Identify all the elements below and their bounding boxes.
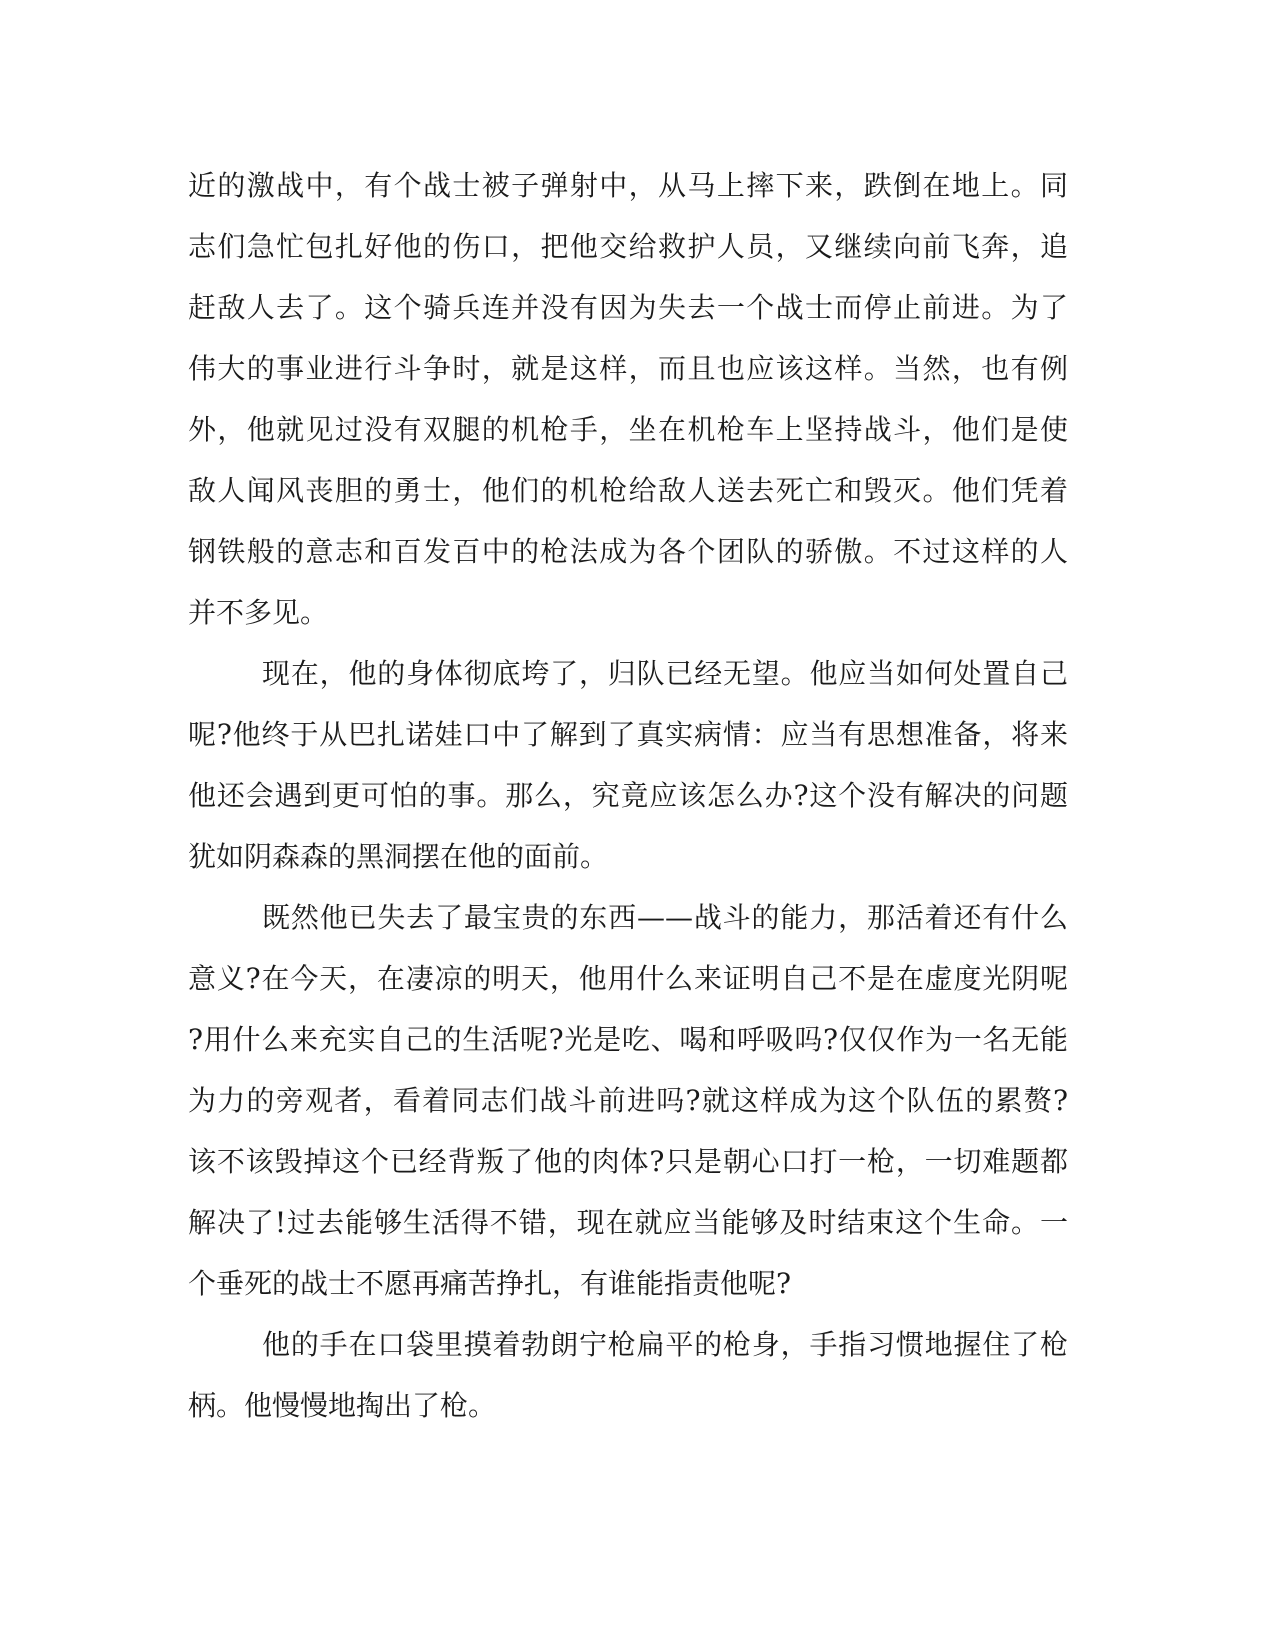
text-line: 赶敌人去了。这个骑兵连并没有因为失去一个战士而停止前进。为了 <box>188 291 1068 324</box>
text-line: 为力的旁观者，看着同志们战斗前进吗?就这样成为这个队伍的累赘? <box>188 1084 1068 1117</box>
text-line: 近的激战中，有个战士被子弹射中，从马上摔下来，跌倒在地上。同 <box>188 169 1068 202</box>
text-line: 他还会遇到更可怕的事。那么，究竟应该怎么办?这个没有解决的问题 <box>188 779 1068 812</box>
text-line: ?用什么来充实自己的生活呢?光是吃、喝和呼吸吗?仅仅作为一名无能 <box>188 1023 1068 1056</box>
paragraph-first-line: 现在，他的身体彻底垮了，归队已经无望。他应当如何处置自己 <box>262 657 1068 690</box>
text-line: 并不多见。 <box>188 596 329 629</box>
text-line: 犹如阴森森的黑洞摆在他的面前。 <box>188 840 609 873</box>
paragraph-first-line: 既然他已失去了最宝贵的东西——战斗的能力，那活着还有什么 <box>262 901 1068 934</box>
text-line: 敌人闻风丧胆的勇士，他们的机枪给敌人送去死亡和毁灭。他们凭着 <box>188 474 1068 507</box>
paragraph-first-line: 他的手在口袋里摸着勃朗宁枪扁平的枪身，手指习惯地握住了枪 <box>262 1328 1068 1361</box>
text-line: 呢?他终于从巴扎诺娃口中了解到了真实病情：应当有思想准备，将来 <box>188 718 1068 751</box>
body-text <box>188 164 1068 1445</box>
text-line: 钢铁般的意志和百发百中的枪法成为各个团队的骄傲。不过这样的人 <box>188 535 1068 568</box>
text-line: 意义?在今天，在凄凉的明天，他用什么来证明自己不是在虚度光阴呢 <box>188 962 1068 995</box>
text-line: 该不该毁掉这个已经背叛了他的肉体?只是朝心口打一枪，一切难题都 <box>188 1145 1068 1178</box>
text-line: 柄。他慢慢地掏出了枪。 <box>188 1389 497 1422</box>
text-line: 个垂死的战士不愿再痛苦挣扎，有谁能指责他呢? <box>188 1267 792 1300</box>
text-line: 解决了!过去能够生活得不错，现在就应当能够及时结束这个生命。一 <box>188 1206 1068 1239</box>
text-line: 志们急忙包扎好他的伤口，把他交给救护人员，又继续向前飞奔，追 <box>188 230 1068 263</box>
text-line: 伟大的事业进行斗争时，就是这样，而且也应该这样。当然，也有例 <box>188 352 1068 385</box>
text-line: 外，他就见过没有双腿的机枪手，坐在机枪车上坚持战斗，他们是使 <box>188 413 1068 446</box>
